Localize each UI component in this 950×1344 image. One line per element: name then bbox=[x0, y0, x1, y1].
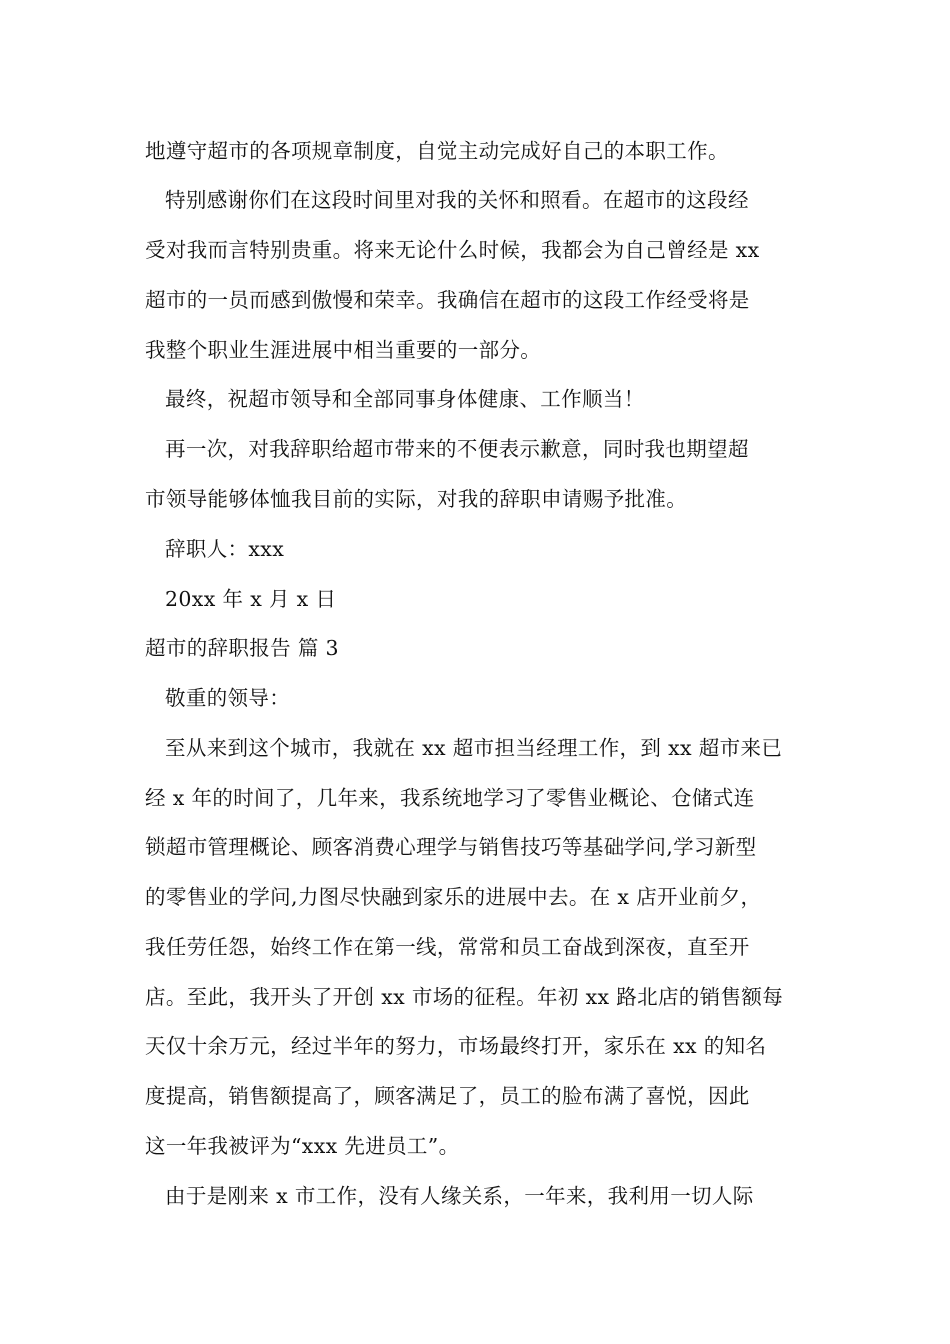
text-line: 这一年我被评为“xxx 先进员工”。 bbox=[145, 1134, 460, 1158]
text-line: 度提高，销售额提高了，顾客满足了，员工的脸布满了喜悦，因此 bbox=[145, 1084, 750, 1108]
text-line: 店。至此，我开头了开创 xx 市场的征程。年初 xx 路北店的销售额每 bbox=[145, 985, 784, 1009]
text-line: 天仅十余万元，经过半年的努力，市场最终打开，家乐在 xx 的知名 bbox=[145, 1034, 767, 1058]
text-line: 地遵守超市的各项规章制度，自觉主动完成好自己的本职工作。 bbox=[145, 139, 729, 163]
text-line: 锁超市管理概论、顾客消费心理学与销售技巧等基础学问,学习新型 bbox=[145, 835, 757, 859]
text-line: 的零售业的学问,力图尽快融到家乐的进展中去。在 x 店开业前夕， bbox=[145, 885, 762, 909]
paragraph-first-line: 最终，祝超市领导和全部同事身体健康、工作顺当！ bbox=[165, 387, 645, 411]
text-line: 受对我而言特别贵重。将来无论什么时候，我都会为自己曾经是 xx bbox=[145, 238, 760, 262]
salutation: 敬重的领导： bbox=[165, 686, 291, 710]
text-line: 我整个职业生涯进展中相当重要的一部分。 bbox=[145, 338, 542, 362]
signature-line: 辞职人：xxx bbox=[165, 537, 285, 561]
section-heading: 超市的辞职报告 篇 3 bbox=[145, 636, 339, 660]
text-line: 超市的一员而感到傲慢和荣幸。我确信在超市的这段工作经受将是 bbox=[145, 288, 750, 312]
paragraph-first-line: 特别感谢你们在这段时间里对我的关怀和照看。在超市的这段经 bbox=[165, 188, 749, 212]
paragraph-first-line: 再一次，对我辞职给超市带来的不便表示歉意，同时我也期望超 bbox=[165, 437, 749, 461]
text-line: 市领导能够体恤我目前的实际，对我的辞职申请赐予批准。 bbox=[145, 487, 688, 511]
text-line: 我任劳任怨，始终工作在第一线，常常和员工奋战到深夜，直至开 bbox=[145, 935, 750, 959]
paragraph-first-line: 至从来到这个城市，我就在 xx 超市担当经理工作，到 xx 超市来已 bbox=[165, 736, 783, 760]
paragraph-first-line: 由于是刚来 x 市工作，没有人缘关系，一年来，我利用一切人际 bbox=[165, 1184, 754, 1208]
date-line: 20xx 年 x 月 x 日 bbox=[165, 587, 337, 611]
text-line: 经 x 年的时间了，几年来，我系统地学习了零售业概论、仓储式连 bbox=[145, 786, 755, 810]
